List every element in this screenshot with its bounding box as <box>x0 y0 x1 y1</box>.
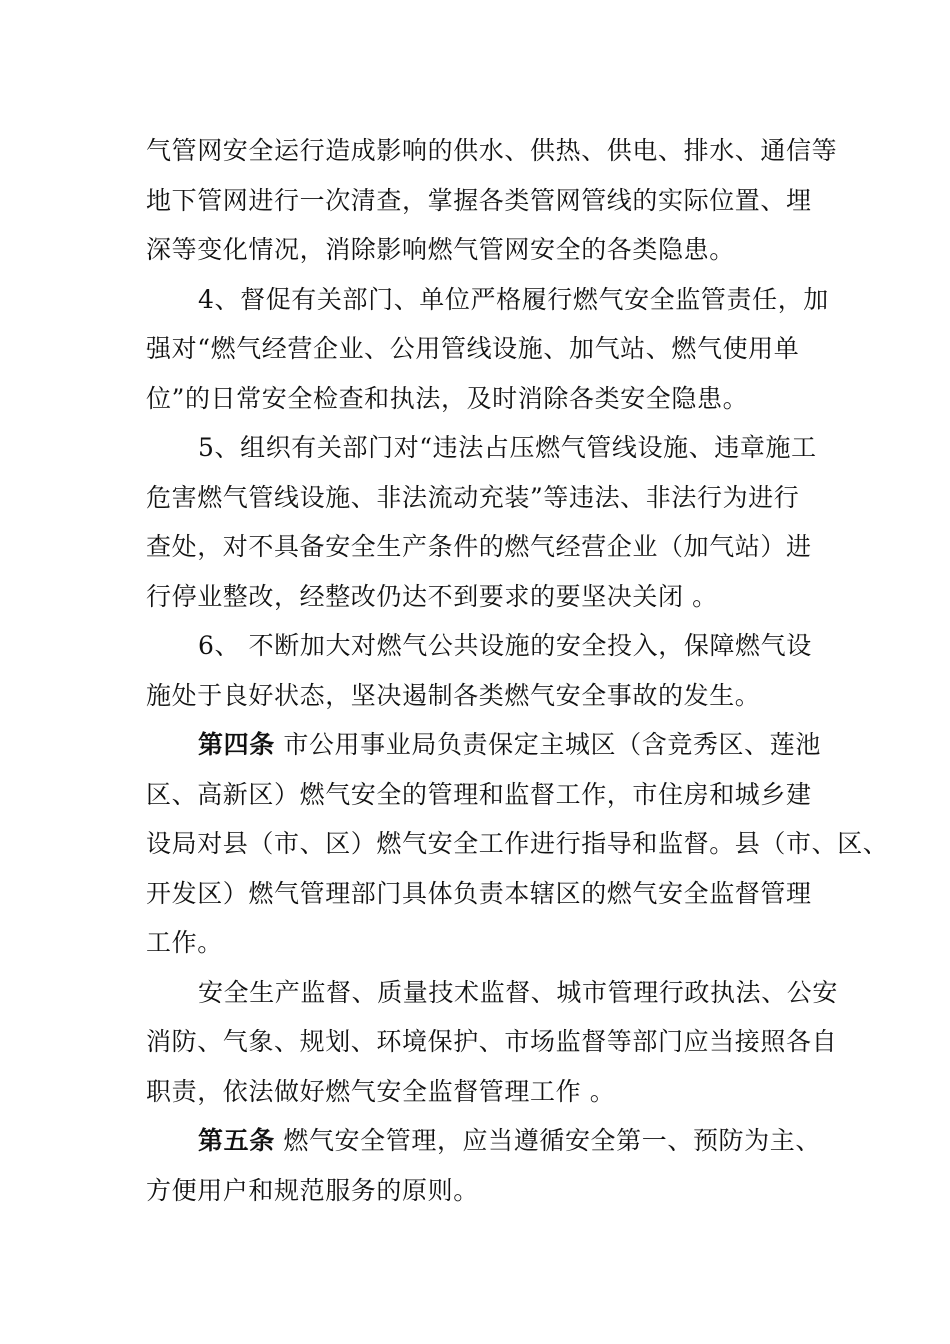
paragraph-line: 6、 不断加大对燃气公共设施的安全投入，保障燃气设 <box>198 631 812 660</box>
paragraph-line: 查处，对不具备安全生产条件的燃气经营企业（加气站）进 <box>146 532 812 561</box>
paragraph-line: 消防、气象、规划、环境保护、市场监督等部门应当接照各自 <box>146 1027 838 1056</box>
paragraph-line: 施处于良好状态，坚决遏制各类燃气安全事故的发生。 <box>146 680 761 710</box>
paragraph-line: 深等变化情况，消除影响燃气管网安全的各类隐患。 <box>146 235 735 264</box>
paragraph-line: 职责，依法做好燃气安全监督管理工作 。 <box>146 1076 616 1106</box>
paragraph-line: 危害燃气管线设施、非法流动充装”等违法、非法行为进行 <box>146 482 800 512</box>
paragraph-line: 4、督促有关部门、单位严格履行燃气安全监管责任，加 <box>198 284 829 314</box>
document-body <box>146 126 889 1215</box>
paragraph-line: 工作。 <box>146 928 223 957</box>
paragraph-line: 方便用户和规范服务的原则。 <box>146 1175 479 1205</box>
article-heading: 第四条 <box>198 730 275 759</box>
article-text: 燃气安全管理，应当遵循安全第一、预防为主、 <box>274 1126 821 1155</box>
paragraph-line: 地下管网进行一次清查，掌握各类管网管线的实际位置、埋 <box>146 185 812 215</box>
paragraph-line: 气管网安全运行造成影响的供水、供热、供电、排水、通信等 <box>146 136 838 165</box>
article-heading: 第五条 <box>198 1126 275 1155</box>
paragraph-line: 5、组织有关部门对“违法占压燃气管线设施、违章施工 <box>198 433 817 462</box>
paragraph-line: 位”的日常安全检查和执法，及时消除各类安全隐患。 <box>146 383 749 413</box>
paragraph-line: 设局对县（市、区）燃气安全工作进行指导和监督。县（市、区、 <box>146 829 889 858</box>
article-line <box>146 1116 821 1166</box>
article-text: 市公用事业局负责保定主城区（含竞秀区、莲池 <box>274 730 821 759</box>
paragraph-line: 开发区）燃气管理部门具体负责本辖区的燃气安全监督管理 <box>146 878 812 908</box>
paragraph-line: 安全生产监督、质量技术监督、城市管理行政执法、公安 <box>198 977 839 1007</box>
paragraph-line: 区、高新区）燃气安全的管理和监督工作，市住房和城乡建 <box>146 779 812 809</box>
paragraph-line: 行停业整改，经整改仍达不到要求的要坚决关闭 。 <box>146 581 718 611</box>
paragraph-line: 强对“燃气经营企业、公用管线设施、加气站、燃气使用单 <box>146 334 800 363</box>
article-line <box>146 720 821 770</box>
